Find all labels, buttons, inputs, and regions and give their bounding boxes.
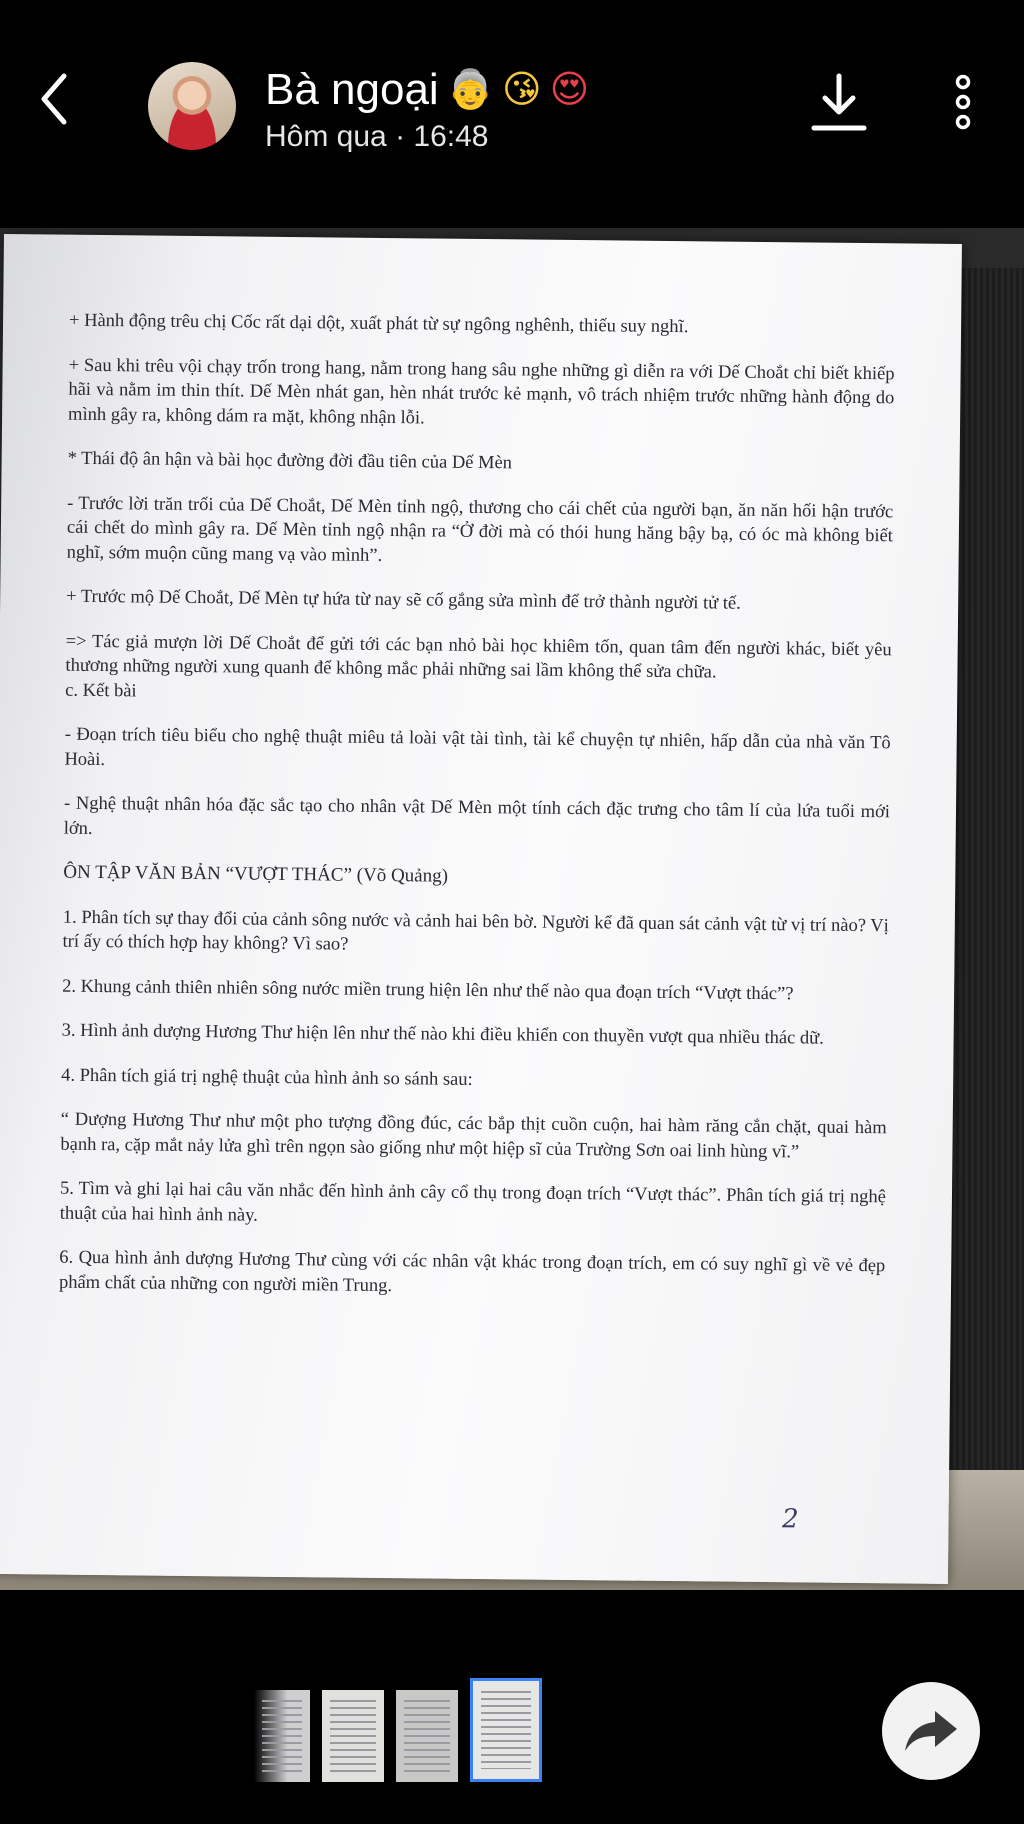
sender-name: Bà ngoại [265, 65, 439, 114]
back-button[interactable] [30, 62, 80, 136]
thumbnail-2[interactable] [322, 1690, 384, 1782]
doc-paragraph: 6. Qua hình ảnh dượng Hương Thư cùng với các nhân vật khác trong đoạn trích, em có suy nghĩ gì về vẻ đẹp phẩm chất của những con người miền Trung. [58, 1247, 886, 1296]
thumbnail-4-selected[interactable] [470, 1678, 542, 1782]
doc-paragraph: - Nghệ thuật nhân hóa đặc sắc tạo cho nhân vật Dế Mèn một tính cách đặc trưng cho tâm lí của lứa tuổi mới lớn. [63, 793, 891, 839]
sender-avatar[interactable] [148, 62, 236, 150]
thumbnail-strip [254, 1678, 542, 1782]
doc-paragraph: * Thái độ ân hận và bài học đường đời đầu tiên của Dế Mèn [67, 448, 513, 474]
doc-section-heading: ÔN TẬP VĂN BẢN “VƯỢT THÁC” (Võ Quảng) [63, 861, 449, 887]
doc-paragraph: + Trước mộ Dế Choắt, Dế Mèn tự hứa từ nay sẽ cố gắng sửa mình để trở thành người tử tế. [66, 586, 741, 614]
kiss-emoji: 😘 [502, 69, 542, 111]
sender-info [265, 64, 589, 154]
thumbnail-3[interactable] [396, 1690, 458, 1782]
doc-paragraph: - Đoạn trích tiêu biểu cho nghệ thuật miêu tả loài vật tài tình, tài kể chuyện tự nhiên, hấp dẫn của nhà văn Tô Hoài. [64, 724, 891, 770]
sent-time: Hôm qua · 16:48 [265, 120, 489, 153]
thumbnail-1[interactable] [254, 1690, 310, 1782]
grandma-emoji: 👵 [446, 69, 495, 111]
chevron-left-icon [30, 62, 80, 136]
doc-paragraph: 1. Phân tích sự thay đổi của cảnh sông nước và cảnh hai bên bờ. Người kể đã quan sát cảnh vật từ vị trí nào? Vị trí ấy có thích hợp hay không? Vì sao? [62, 907, 889, 955]
doc-paragraph: - Trước lời trăn trối của Dế Choắt, Dế Mèn tỉnh ngộ, thương cho cái chết của người bạn, ăn năn hối hận trước cái chết do mình gây ra. Dế Mèn tỉnh ngộ nhận ra “Ở đời mà có thói hung hăng bậy bạ, có óc mà không biết nghĩ, sớm muộn cũng mang vạ vào mình”. [66, 493, 894, 566]
doc-paragraph: + Hành động trêu chị Cốc rất dại dột, xuất phát từ sự ngông nghênh, thiếu suy nghĩ. [68, 310, 689, 338]
photo-viewer[interactable] [0, 228, 1024, 1590]
viewer-header [0, 0, 1024, 220]
doc-paragraph: => Tác giả mượn lời Dế Choắt để gửi tới các bạn nhỏ bài học khiêm tốn, quan tâm đến người khác, biết yêu thương những người xung quanh để không mắc phải những sai lầm không thể sửa chữa. c. Kết bài [65, 631, 892, 701]
more-vertical-icon [948, 72, 978, 132]
document-page [0, 234, 962, 1584]
doc-paragraph: 4. Phân tích giá trị nghệ thuật của hình ảnh so sánh sau: [61, 1065, 473, 1090]
doc-paragraph: 5. Tìm và ghi lại hai câu văn nhắc đến hình ảnh cây cổ thụ trong đoạn trích “Vượt thác”. Phân tích giá trị nghệ thuật của hai hình ảnh này. [59, 1178, 887, 1226]
doc-paragraph: “ Dượng Hương Thư như một pho tượng đồng đúc, các bắp thịt cuồn cuộn, hai hàm răng cắn chặt, quai hàm bạnh ra, cặp mắt nảy lửa ghì trên ngọn sào giống như một hiệp sĩ của Trường Sơn oai linh hùng vĩ.” [60, 1109, 887, 1162]
more-options-button[interactable] [948, 72, 978, 132]
doc-paragraph: + Sau khi trêu vội chạy trốn trong hang, nằm trong hang sâu nghe những gì diễn ra với Dế Choắt chỉ biết khiếp hãi và nằm im thin thít. Dế Mèn nhát gan, hèn nhát trước kẻ mạnh, vô trách nhiệm trước những hành động do mình gây ra, không dám ra mặt, không nhận lỗi. [68, 355, 895, 428]
share-forward-icon [903, 1707, 959, 1755]
heart-eyes-emoji: 😍 [549, 69, 590, 111]
download-button[interactable] [808, 70, 870, 136]
doc-paragraph: 3. Hình ảnh dượng Hương Thư hiện lên như thế nào khi điều khiển con thuyền vượt qua nhiều thác dữ. [61, 1020, 824, 1049]
share-button[interactable] [882, 1682, 980, 1780]
document-text [59, 309, 895, 1324]
handwritten-page-number: 2 [781, 1504, 799, 1535]
download-icon [808, 70, 870, 136]
viewer-bottom-bar [0, 1590, 1024, 1824]
doc-paragraph: 2. Khung cảnh thiên nhiên sông nước miền trung hiện lên như thế nào qua đoạn trích “Vượt thác”? [62, 976, 794, 1004]
